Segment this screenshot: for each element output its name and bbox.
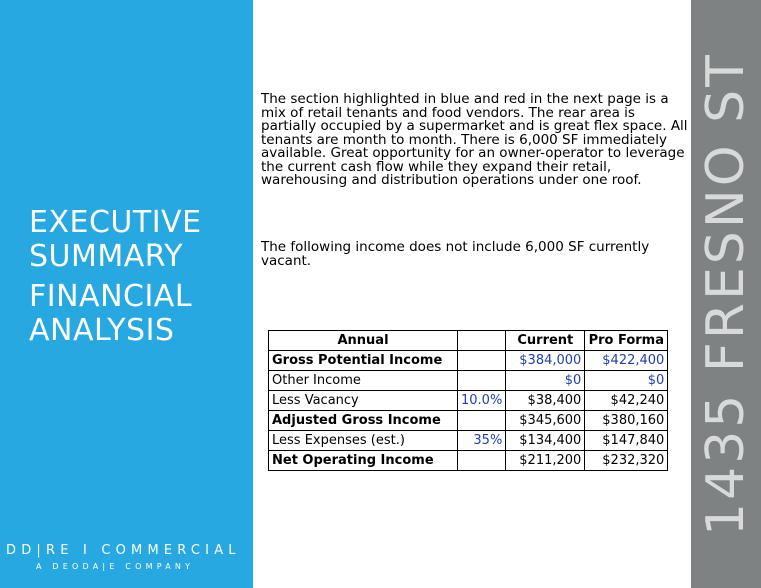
row-label: Less Vacancy [269,391,458,411]
row-pct [458,351,506,371]
row-current: $211,200 [506,451,585,471]
row-current: $384,000 [506,351,585,371]
row-pct: 35% [458,431,506,451]
row-pct: 10.0% [458,391,506,411]
row-pct [458,411,506,431]
row-current: $134,400 [506,431,585,451]
row-pro-forma: $232,320 [585,451,668,471]
row-pct [458,371,506,391]
header-current: Current [506,331,585,351]
header-blank [458,331,506,351]
row-pct [458,451,506,471]
row-pro-forma: $380,160 [585,411,668,431]
table-row [269,351,668,371]
table-row [269,391,668,411]
row-current: $345,600 [506,411,585,431]
table-row [269,371,668,391]
section-title-line-2: SUMMARY [29,239,184,274]
section-title-line-1: EXECUTIVE [29,205,202,240]
row-current: $0 [506,371,585,391]
vacancy-note: The following income does not include 6,000 SF currently vacant. [261,239,650,269]
table-row [269,431,668,451]
row-label: Other Income [269,371,458,391]
description-paragraph: The section highlighted in blue and red in the next page is a mix of retail tenants and food vendors. The rear area is partially occupied by a supermarket and is great flex space. All tenants are month to month. There is 6,000 SF immediately available. Great opportunity for an owner-operator to leverage the current cash flow while they expand their retail, warehousing and distribution operations under one roof. [261,91,688,188]
company-logo-subtext: A DEODA|E COMPANY [36,562,195,571]
row-label: Gross Potential Income [269,351,458,371]
row-pro-forma: $422,400 [585,351,668,371]
table-header-row [269,331,668,351]
table-row [269,411,668,431]
section-title-line-3: FINANCIAL [29,279,193,314]
section-title-line-4: ANALYSIS [29,313,175,348]
row-label: Adjusted Gross Income [269,411,458,431]
row-pro-forma: $42,240 [585,391,668,411]
company-logo-text: DD|RE I COMMERCIAL [6,543,241,558]
header-annual: Annual [269,331,458,351]
header-pro-forma: Pro Forma [585,331,668,351]
property-address: 1435 FRESNO ST [696,52,756,536]
row-pro-forma: $147,840 [585,431,668,451]
row-label: Less Expenses (est.) [269,431,458,451]
table-row [269,451,668,471]
income-table [268,330,668,471]
row-current: $38,400 [506,391,585,411]
row-label: Net Operating Income [269,451,458,471]
row-pro-forma: $0 [585,371,668,391]
